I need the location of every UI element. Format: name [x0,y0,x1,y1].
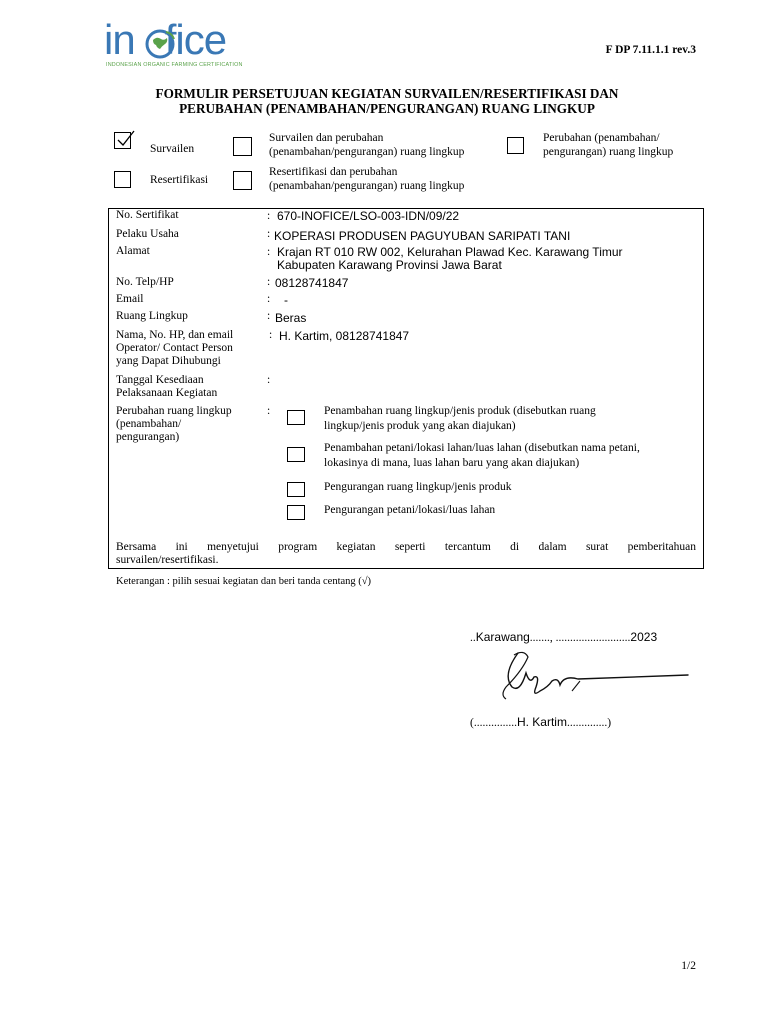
place-date: ..Karawang......., ..........................2023 [470,630,658,644]
globe-icon [144,28,176,60]
contact-label: Nama, No. HP, dan email Operator/ Contact Person yang Dapat Dihubungi [116,329,234,367]
no-sertifikat-value: 670-INOFICE/LSO-003-IDN/09/22 [277,209,460,223]
pengurangan-ruang-lingkup-checkbox[interactable] [287,482,305,497]
signer-name-text: H. Kartim [516,715,567,729]
survailen-perubahan-label: Survailen dan perubahan (penambahan/pengurangan) ruang lingkup [269,132,465,158]
telp-label: No. Telp/HP [116,276,174,288]
logo-text-left: in [104,16,135,63]
perubahan-ruang-lingkup-label: Perubahan ruang lingkup (penambahan/ pengurangan) [116,405,232,443]
change-option-1: Penambahan ruang lingkup/jenis produk (disebutkan ruang lingkup/jenis produk yang akan diajukan) [324,405,596,432]
title-line-2: PERUBAHAN (PENAMBAHAN/PENGURANGAN) RUANG LINGKUP [179,101,595,116]
survailen-checkbox[interactable] [114,132,131,149]
inofice-logo [104,16,264,72]
ruang-lingkup-value: Beras [275,311,307,325]
form-code: F DP 7.11.1.1 rev.3 [605,44,696,56]
change-option-2: Penambahan petani/lokasi lahan/luas lahan (disebutkan nama petani, lokasinya di mana, luas lahan baru yang akan diajukan) [324,442,640,469]
tanggal-label: Tanggal Kesediaan Pelaksanaan Kegiatan [116,374,218,399]
pelaku-usaha-value: KOPERASI PRODUSEN PAGUYUBAN SARIPATI TANI [274,229,571,243]
form-title [120,86,654,116]
telp-value: 08128741847 [275,276,349,290]
alamat-label: Alamat [116,245,150,257]
change-option-4: Pengurangan petani/lokasi/luas lahan [324,504,496,516]
logo-tagline: INDONESIAN ORGANIC FARMING CERTIFICATION [106,62,243,68]
note-text: Keterangan : pilih sesuai kegiatan dan beri tanda centang (√) [116,576,372,587]
page-number: 1/2 [681,960,696,972]
ruang-lingkup-label: Ruang Lingkup [116,310,188,322]
agreement-text: Bersama ini menyetujui program kegiatan seperti tercantum di dalam surat pemberitahuan [116,541,696,553]
agreement-text-line2: survailen/resertifikasi. [116,554,219,566]
survailen-perubahan-checkbox[interactable] [233,137,252,156]
logo-text-right: fice [164,16,227,63]
resertifikasi-perubahan-checkbox[interactable] [233,171,252,190]
place-name: Karawang [475,630,530,644]
penambahan-ruang-lingkup-checkbox[interactable] [287,410,305,425]
change-option-3: Pengurangan ruang lingkup/jenis produk [324,481,512,493]
penambahan-petani-checkbox[interactable] [287,447,305,462]
email-label: Email [116,293,144,305]
alamat-value: Krajan RT 010 RW 002, Kelurahan Plawad Kec. Karawang Timur Kabupaten Karawang Provinsi Jawa Barat [277,245,623,272]
email-value: - [284,293,288,307]
contact-value: H. Kartim, 08128741847 [279,329,410,343]
title-line-1: FORMULIR PERSETUJUAN KEGIATAN SURVAILEN/RESERTIFIKASI DAN [155,86,619,101]
handwritten-signature [480,645,700,715]
pengurangan-petani-checkbox[interactable] [287,505,305,520]
perubahan-label: Perubahan (penambahan/ pengurangan) ruang lingkup [543,132,674,158]
resertifikasi-perubahan-label: Resertifikasi dan perubahan (penambahan/pengurangan) ruang lingkup [269,166,465,192]
survailen-label: Survailen [150,143,195,155]
perubahan-checkbox[interactable] [507,137,524,154]
checkmark-icon [116,129,136,147]
resertifikasi-checkbox[interactable] [114,171,131,188]
resertifikasi-label: Resertifikasi [150,174,209,186]
signer-name: (...............H. Kartim..............) [470,715,612,729]
no-sertifikat-label: No. Sertifikat [116,209,179,221]
year: 2023 [630,630,658,644]
pelaku-usaha-label: Pelaku Usaha [116,228,179,240]
